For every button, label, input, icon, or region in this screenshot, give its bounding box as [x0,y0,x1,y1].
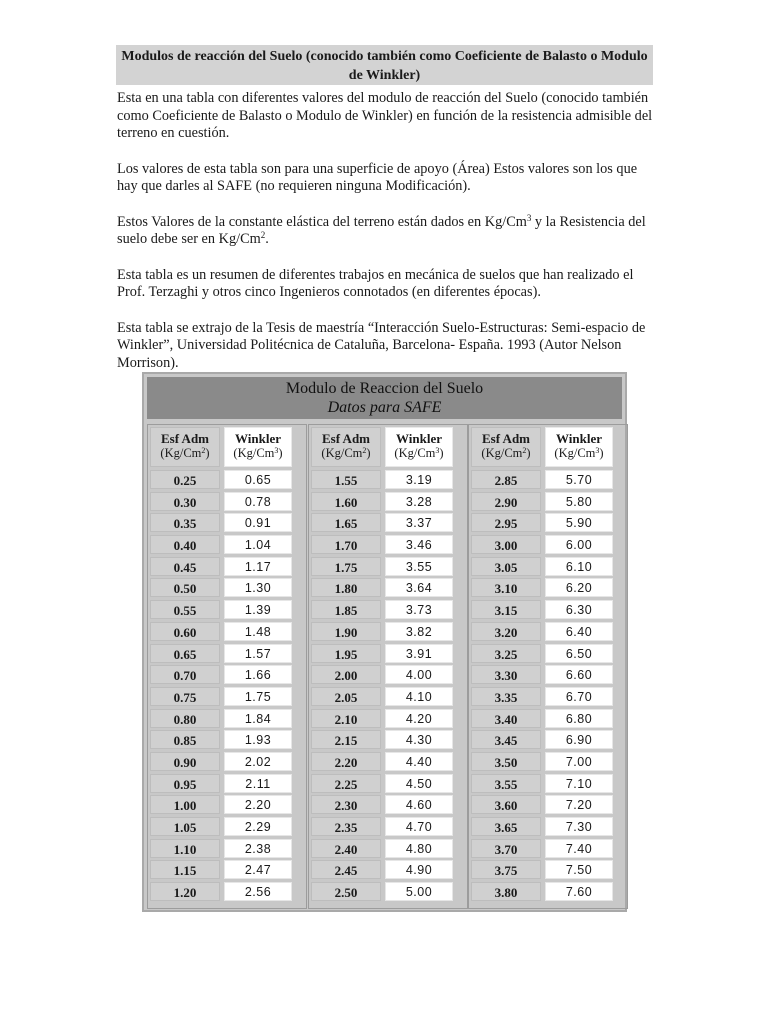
esf-adm-cell: 3.20 [471,622,541,641]
table-row [471,709,625,728]
table-row [150,665,304,684]
table-row [150,687,304,706]
table-row [311,795,465,814]
winkler-cell: 6.90 [545,730,613,749]
esf-adm-cell: 0.30 [150,492,220,511]
winkler-cell: 5.80 [545,492,613,511]
table-row [471,535,625,554]
units-text-c: . [265,231,269,247]
table-row [150,774,304,793]
table-row [150,513,304,532]
table-row [150,860,304,879]
table-row [471,578,625,597]
esf-adm-cell: 1.75 [311,557,381,576]
winkler-unit-sup: 3 [274,446,279,455]
esf-adm-cell: 1.20 [150,882,220,901]
table-row [471,492,625,511]
table-subtitle: Datos para SAFE [327,399,442,416]
esf-adm-cell: 0.45 [150,557,220,576]
table-row [311,774,465,793]
esf-unit-close: ) [205,446,210,460]
winkler-cell: 4.00 [385,665,453,684]
winkler-unit [386,446,452,461]
esf-adm-cell: 1.70 [311,535,381,554]
winkler-cell: 2.11 [224,774,292,793]
esf-adm-cell: 2.85 [471,470,541,489]
table-row [150,795,304,814]
winkler-cell: 1.30 [224,578,292,597]
esf-adm-cell: 2.95 [471,513,541,532]
winkler-cell: 0.65 [224,470,292,489]
esf-adm-header [150,427,220,467]
winkler-unit-close: ) [439,446,444,460]
winkler-unit-text: (Kg/Cm [394,446,436,460]
table-row [311,600,465,619]
table-row [471,622,625,641]
esf-adm-cell: 3.55 [471,774,541,793]
winkler-cell: 1.48 [224,622,292,641]
esf-adm-cell: 2.50 [311,882,381,901]
esf-adm-cell: 3.25 [471,644,541,663]
table-row [311,730,465,749]
winkler-cell: 6.30 [545,600,613,619]
table-row [471,795,625,814]
winkler-cell: 1.93 [224,730,292,749]
esf-adm-unit [472,446,540,461]
winkler-cell: 6.10 [545,557,613,576]
esf-adm-cell: 0.85 [150,730,220,749]
winkler-cell: 1.04 [224,535,292,554]
winkler-cell: 6.20 [545,578,613,597]
column-headers [471,427,625,467]
winkler-cell: 4.80 [385,839,453,858]
esf-adm-cell: 0.35 [150,513,220,532]
winkler-cell: 4.70 [385,817,453,836]
table-row [150,622,304,641]
winkler-cell: 6.60 [545,665,613,684]
esf-adm-cell: 2.05 [311,687,381,706]
esf-adm-cell: 3.35 [471,687,541,706]
winkler-unit-sup: 3 [595,446,600,455]
winkler-cell: 2.02 [224,752,292,771]
esf-adm-cell: 1.05 [150,817,220,836]
esf-unit-close: ) [366,446,371,460]
esf-adm-label: Esf Adm [321,431,371,446]
winkler-header [545,427,613,467]
table-title: Modulo de Reaccion del Suelo [285,380,484,397]
esf-adm-cell: 0.60 [150,622,220,641]
intro-paragraphs [117,90,657,390]
esf-adm-cell: 3.70 [471,839,541,858]
esf-adm-cell: 1.85 [311,600,381,619]
winkler-cell: 4.90 [385,860,453,879]
winkler-cell: 3.64 [385,578,453,597]
winkler-cell: 7.00 [545,752,613,771]
esf-adm-cell: 0.65 [150,644,220,663]
table-row [471,470,625,489]
winkler-cell: 7.60 [545,882,613,901]
esf-adm-cell: 1.10 [150,839,220,858]
esf-adm-cell: 1.60 [311,492,381,511]
esf-adm-cell: 1.80 [311,578,381,597]
table-row [150,817,304,836]
esf-adm-cell: 2.35 [311,817,381,836]
esf-adm-cell: 2.90 [471,492,541,511]
winkler-cell: 2.38 [224,839,292,858]
winkler-cell: 5.70 [545,470,613,489]
esf-unit-text: (Kg/Cm [160,446,202,460]
winkler-cell: 1.17 [224,557,292,576]
table-row [150,470,304,489]
table-row [311,752,465,771]
winkler-cell: 3.28 [385,492,453,511]
esf-adm-cell: 3.30 [471,665,541,684]
winkler-unit-close: ) [278,446,283,460]
superscript-squared: 2 [260,230,266,240]
table-row [471,882,625,901]
units-text-b: y la Resistencia del suelo debe ser en Kg/Cm [117,213,646,247]
esf-adm-cell: 0.75 [150,687,220,706]
table-row [311,535,465,554]
esf-adm-cell: 3.60 [471,795,541,814]
winkler-cell: 4.50 [385,774,453,793]
winkler-cell: 6.80 [545,709,613,728]
winkler-unit [225,446,291,461]
table-row [471,730,625,749]
esf-adm-cell: 3.40 [471,709,541,728]
winkler-cell: 3.91 [385,644,453,663]
esf-unit-sup: 2 [522,446,527,455]
winkler-cell: 0.91 [224,513,292,532]
table-group-3 [471,427,625,904]
esf-adm-cell: 2.20 [311,752,381,771]
winkler-cell: 3.55 [385,557,453,576]
winkler-label: Winkler [396,431,442,446]
esf-adm-cell: 3.50 [471,752,541,771]
esf-adm-cell: 3.75 [471,860,541,879]
esf-unit-sup: 2 [201,446,206,455]
table-row [150,709,304,728]
paragraph-description: Esta en una tabla con diferentes valores del modulo de reacción del Suelo (conocido también como Coeficiente de Balasto o Modulo de Winkler) en función de la resistencia admisible del terreno en cuestión. [117,90,653,141]
winkler-cell: 6.40 [545,622,613,641]
esf-adm-cell: 1.90 [311,622,381,641]
table-row [150,578,304,597]
table-row [150,492,304,511]
winkler-cell: 4.10 [385,687,453,706]
winkler-cell: 6.50 [545,644,613,663]
esf-adm-cell: 2.25 [311,774,381,793]
esf-unit-text: (Kg/Cm [481,446,523,460]
esf-adm-cell: 3.15 [471,600,541,619]
esf-adm-cell: 3.45 [471,730,541,749]
winkler-cell: 7.30 [545,817,613,836]
winkler-cell: 1.57 [224,644,292,663]
winkler-header [385,427,453,467]
esf-adm-cell: 0.90 [150,752,220,771]
table-row [150,839,304,858]
table-row [471,600,625,619]
table-row [311,492,465,511]
table-row [150,535,304,554]
table-row [471,752,625,771]
winkler-table [142,372,627,912]
table-row [311,557,465,576]
esf-adm-cell: 3.65 [471,817,541,836]
winkler-unit-text: (Kg/Cm [233,446,275,460]
paragraph-units [117,214,657,249]
esf-adm-cell: 0.55 [150,600,220,619]
esf-unit-sup: 2 [362,446,367,455]
winkler-unit [546,446,612,461]
column-headers [311,427,465,467]
winkler-cell: 1.66 [224,665,292,684]
table-group-1 [150,427,304,904]
esf-adm-label: Esf Adm [160,431,210,446]
table-row [311,470,465,489]
esf-adm-cell: 1.00 [150,795,220,814]
superscript-cubed: 3 [526,212,532,223]
table-row [150,600,304,619]
winkler-cell: 7.50 [545,860,613,879]
esf-adm-cell: 3.05 [471,557,541,576]
table-group-2 [311,427,465,904]
table-row [471,687,625,706]
winkler-cell: 4.40 [385,752,453,771]
esf-unit-close: ) [526,446,531,460]
winkler-cell: 1.75 [224,687,292,706]
esf-adm-cell: 0.95 [150,774,220,793]
table-row [471,817,625,836]
table-row [311,644,465,663]
table-row [471,644,625,663]
table-row [150,644,304,663]
winkler-cell: 2.29 [224,817,292,836]
table-header [147,377,622,419]
winkler-cell: 4.60 [385,795,453,814]
table-row [311,622,465,641]
table-row [150,882,304,901]
esf-adm-unit [312,446,380,461]
winkler-cell: 5.00 [385,882,453,901]
paragraph-surface: Los valores de esta tabla son para una superficie de apoyo (Área) Estos valores son los que hay que darles al SAFE (no requieren ninguna Modificación). [117,160,638,194]
winkler-unit-text: (Kg/Cm [554,446,596,460]
winkler-cell: 3.46 [385,535,453,554]
esf-adm-label: Esf Adm [481,431,531,446]
esf-adm-cell: 2.40 [311,839,381,858]
esf-adm-cell: 1.65 [311,513,381,532]
esf-adm-cell: 2.15 [311,730,381,749]
winkler-cell: 1.84 [224,709,292,728]
esf-adm-cell: 1.15 [150,860,220,879]
winkler-cell: 0.78 [224,492,292,511]
winkler-label: Winkler [556,431,602,446]
table-row [471,860,625,879]
winkler-cell: 4.20 [385,709,453,728]
winkler-cell: 2.56 [224,882,292,901]
esf-unit-text: (Kg/Cm [321,446,363,460]
winkler-label: Winkler [235,431,281,446]
winkler-cell: 3.73 [385,600,453,619]
table-row [311,513,465,532]
winkler-cell: 3.82 [385,622,453,641]
table-row [311,839,465,858]
winkler-cell: 3.37 [385,513,453,532]
winkler-unit-close: ) [599,446,604,460]
column-headers [150,427,304,467]
table-row [311,882,465,901]
winkler-cell: 2.47 [224,860,292,879]
table-row [471,665,625,684]
winkler-cell: 5.90 [545,513,613,532]
esf-adm-cell: 0.40 [150,535,220,554]
winkler-unit-sup: 3 [435,446,440,455]
winkler-header [224,427,292,467]
esf-adm-cell: 2.00 [311,665,381,684]
table-row [311,687,465,706]
table-row [311,709,465,728]
paragraph-summary: Esta tabla es un resumen de diferentes trabajos en mecánica de suelos que han realizado el Prof. Terzaghi y otros cinco Ingenieros connotados (en diferentes épocas). [117,266,634,300]
table-row [471,774,625,793]
table-row [150,730,304,749]
paragraph-source: Esta tabla se extrajo de la Tesis de maestría “Interacción Suelo-Estructuras: Semi-espacio de Winkler”, Universidad Politécnica de Cataluña, Barcelona- España. 1993 (Autor Nelson Morrison). [117,319,646,371]
winkler-cell: 4.30 [385,730,453,749]
winkler-cell: 3.19 [385,470,453,489]
table-row [311,817,465,836]
table-row [311,578,465,597]
esf-adm-cell: 1.95 [311,644,381,663]
table-row [311,860,465,879]
table-row [471,839,625,858]
table-row [471,557,625,576]
table-row [471,513,625,532]
esf-adm-header [311,427,381,467]
esf-adm-cell: 3.80 [471,882,541,901]
table-row [311,665,465,684]
winkler-cell: 6.70 [545,687,613,706]
winkler-cell: 1.39 [224,600,292,619]
esf-adm-cell: 2.45 [311,860,381,879]
esf-adm-cell: 0.80 [150,709,220,728]
table-row [150,752,304,771]
esf-adm-cell: 3.10 [471,578,541,597]
document-title: Modulos de reacción del Suelo (conocido también como Coeficiente de Balasto o Modulo de Winkler) [116,45,653,85]
esf-adm-header [471,427,541,467]
winkler-cell: 6.00 [545,535,613,554]
esf-adm-cell: 2.30 [311,795,381,814]
units-text-a: Estos Valores de la constante elástica del terreno están dados en Kg/Cm [117,213,527,230]
winkler-cell: 7.20 [545,795,613,814]
winkler-cell: 7.10 [545,774,613,793]
esf-adm-cell: 1.55 [311,470,381,489]
esf-adm-cell: 3.00 [471,535,541,554]
esf-adm-cell: 2.10 [311,709,381,728]
esf-adm-unit [151,446,219,461]
esf-adm-cell: 0.70 [150,665,220,684]
winkler-cell: 2.20 [224,795,292,814]
esf-adm-cell: 0.50 [150,578,220,597]
esf-adm-cell: 0.25 [150,470,220,489]
table-row [150,557,304,576]
winkler-cell: 7.40 [545,839,613,858]
